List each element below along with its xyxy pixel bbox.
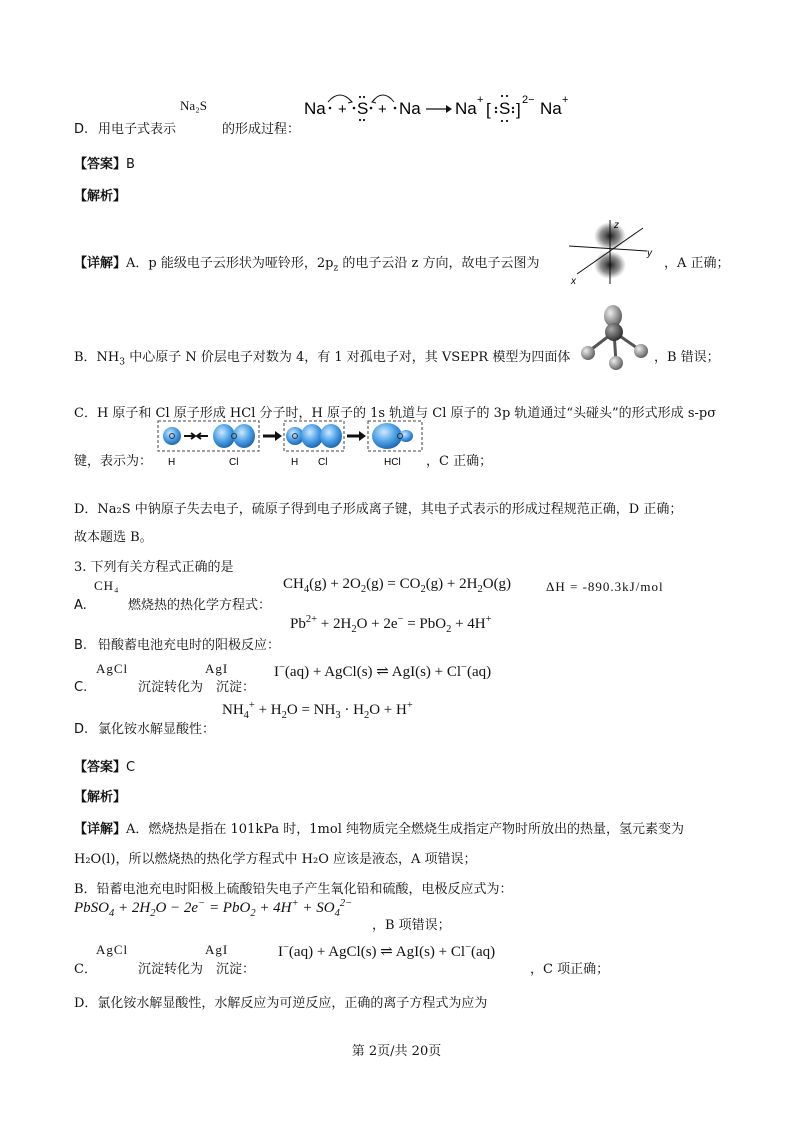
svg-text:S: S [357,99,369,118]
q3-option-a-text: 燃烧热的热化学方程式： [128,598,272,613]
svg-text:+: + [477,94,484,106]
svg-text:Na: Na [304,99,326,118]
detail-b-line: B．$NH_3$ 中心原子 N 价层电子对数为 4，有 1 对孤电子对，其 VSEPR 模型为四面体 [74,350,571,368]
orbital-label-cl-2: Cl [318,457,328,468]
option-d-text-2: 的形成过程： [222,122,301,137]
q3-answer-label: 【答案】C [74,760,136,775]
na2s-electron-formation [300,88,585,128]
svg-text:Na: Na [399,99,421,118]
z-axis-label: z [614,220,619,231]
svg-text:+: + [338,101,347,118]
lead-acid-anode-equation: $Pb^{2+} + 2H_2O + 2e^- = PbO_2 + 4H^+$ [290,614,492,635]
na2s-formula: Na₂S [180,98,207,113]
q3-detail-b-end: ，B 项错误； [372,918,451,933]
detail-a-end: ，A 正确； [664,256,730,271]
detail-d-line: D．Na₂S 中钠原子失去电子，硫原子得到电子形成离子键，其电子式表示的形成过程规范正确，D 正确； [74,502,683,517]
s-p-sigma-bond-diagram [156,419,424,469]
nh4-hydrolysis-equation: $NH_4^+ + H_2O = NH_3 \cdot H_2O + H^+$ [222,700,413,721]
pbso4-anode-equation: PbSO$_4$ + $2H_2O - 2e^- = PbO_2 + 4H^+ + SO_4^{2-}$ [74,898,353,919]
q3-analysis-heading: 【解析】 [74,790,127,805]
option-d-text: 用电子式表示 [98,122,177,137]
y-axis-label: y [647,248,652,259]
q3-option-c-label: C. [74,680,88,695]
x-axis-label: x [571,276,576,287]
q3-detail-d: D．氯化铵水解显酸性，水解反应为可逆反应，正确的离子方程式为应为 [74,996,488,1011]
vsepr-tetrahedral-model [578,304,650,372]
q3-option-d-label: D. [74,722,89,737]
answer-label: 【答案】B [74,157,135,172]
svg-text:+: + [378,101,387,118]
q3-detail-b-1: B．铅蓄电池充电时阳极上硫酸铅失电子产生氧化铅和硫酸，电极反应式为： [74,882,513,897]
q3-detail-c-mid: 沉淀转化为 [138,962,204,977]
q3-detail-c-label: C． [74,962,97,977]
q3-option-c-end: 沉淀： [216,680,256,695]
q3-detail-a-2: H₂O(l)，所以燃烧热的热化学方程式中 H₂O 应该是液态，A 项错误； [74,852,477,867]
detail-c-end: ，C 正确； [426,454,493,469]
q3-detail-agcl-agi-equation: I−(aq) + AgCl(s) ⇌ AgI(s) + Cl−(aq) [278,942,496,960]
q3-detail-agcl: AgCl [96,942,129,957]
q3-option-b-label: B. [74,638,88,653]
orbital-label-hcl: HCl [384,457,401,468]
q3-option-c-mid: 沉淀转化为 [138,680,204,695]
detail-a-line: 【详解】A．p 能级电子云形状为哑铃形，$2p_z$ 的电子云沿 z 方向，故电子云图为 [74,256,540,274]
svg-text:]: ] [516,100,521,119]
q3-detail-c-end: ，C 项正确； [530,962,610,977]
ch4-formula: CH₄ [94,578,120,593]
enthalpy-value: ΔH = -890.3kJ/mol [546,579,664,594]
svg-text:2−: 2− [522,94,535,106]
q3-detail-agi: AgI [205,942,229,957]
question-3-stem: 3. 下列有关方程式正确的是 [74,560,234,575]
orbital-label-cl: Cl [229,457,239,468]
orbital-label-h-2: H [291,457,299,468]
svg-text:Na: Na [455,99,477,118]
detail-b-end: ，B 错误； [654,350,720,365]
agcl-to-agi-equation: I−(aq) + AgCl(s) ⇌ AgI(s) + Cl−(aq) [274,662,492,680]
page-footer: 第 2页/共 20页 [351,1044,442,1059]
detail-c-line: C．H 原子和 Cl 原子形成 HCl 分子时，H 原子的 1s 轨道与 Cl 原子的 3p 轨道通过“头碰头”的形式形成 s-pσ [74,406,717,421]
q3-detail-c-end-label: 沉淀： [216,962,256,977]
q3-option-b-text: 铅酸蓄电池充电时的阳极反应： [98,638,281,653]
detail-c-line-2: 键，表示为： [74,454,153,469]
svg-text:[: [ [486,100,491,119]
agcl-formula: AgCl [96,661,129,676]
analysis-heading: 【解析】 [74,189,127,204]
svg-text:+: + [562,94,569,106]
svg-text:Na: Na [540,99,562,118]
q3-option-a-label: A. [74,598,87,613]
pz-electron-cloud [565,218,660,288]
orbital-label-h: H [168,457,176,468]
conclusion: 故本题选 B。 [74,530,153,545]
option-d-label: D. [74,122,89,137]
q3-detail-a-1: 【详解】A．燃烧热是指在 101kPa 时，1mol 纯物质完全燃烧生成指定产物时所放出的热量，氢元素变为 [74,822,684,837]
q3-option-d-text: 氯化铵水解显酸性： [98,722,216,737]
ch4-combustion-equation: $CH_4(g) + 2O_2(g) = CO_2(g) + 2H_2O(g)$ [283,576,512,595]
agi-formula: AgI [205,661,229,676]
svg-text:S: S [499,99,511,118]
